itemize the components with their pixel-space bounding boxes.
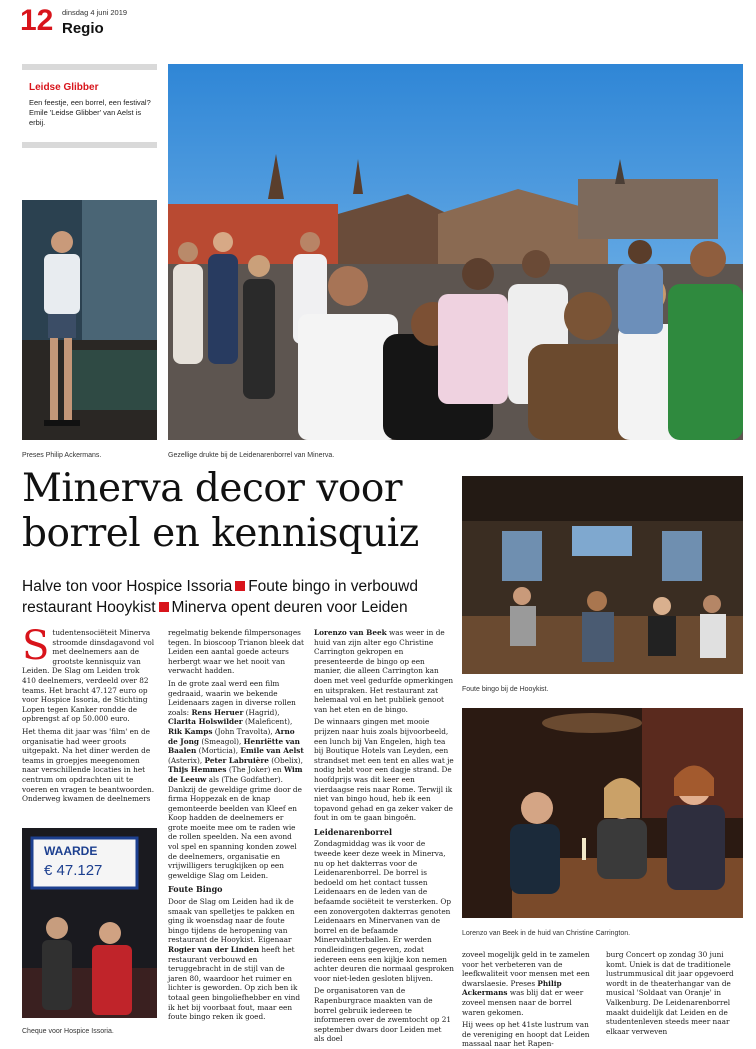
paragraph bbox=[168, 679, 305, 880]
person-name: Henriëtte van Baalen bbox=[168, 736, 300, 756]
article-column-2 bbox=[168, 628, 305, 1036]
role-text: (John Travolta), bbox=[212, 726, 275, 736]
paragraph: burg Concert op zondag 30 juni komt. Uniek is dat de traditionele lustrummusical dit jaar opgevoerd wordt in de theaterhangar van de musical 'Soldaat van Oranje' in Valkenburg. De Leidenarenborrel maakt duidelijk dat Leiden en de studentenleven steeds meer naar elkaar verweven bbox=[606, 950, 734, 1036]
paragraph-text: was weer in de huid van zijn alter ego Christine Carrington gekropen en presenteerde de bingo op een manier, die alleen Carrington kan doen met veel gedurfde opmerkingen en uitspraken. Het restaurant zat helemaal vol en het publiek genoot van het eten en de bingo. bbox=[314, 628, 454, 714]
photo-rooftop bbox=[168, 64, 743, 440]
person-name: Peter Labruière bbox=[204, 755, 269, 765]
photo-speaker bbox=[22, 200, 157, 440]
dropcap: S bbox=[22, 623, 50, 669]
cheque-amount: € 47.127 bbox=[44, 862, 103, 879]
cheque-label: WAARDE bbox=[44, 844, 98, 858]
photo-bingo bbox=[462, 476, 743, 674]
teaser-bottom-bar bbox=[22, 142, 157, 148]
person-name: Rens Heruer bbox=[191, 707, 244, 717]
role-text: (The Joker) en bbox=[226, 765, 284, 775]
role-text: (Smeagol), bbox=[199, 736, 244, 746]
subheading-leidenarenborrel: Leidenarenborrel bbox=[314, 826, 393, 837]
paragraph-text: heeft het restaurant verbouwd en teruggebracht in de stijl van de jaren 80, waardoor het ruimer en lichter is geworden. Op zich ben ik totaal geen bingoliefhebber en vind ik het bij voorbaat fout, maar een foute bingo reken ik goed. bbox=[168, 945, 301, 1022]
paragraph-text: tudentensociëteit Minerva stroomde dinsdagavond vol met deelnemers aan de grootste kennisquiz van Leiden. De Slag om Leiden trok 410 deelnemers, verdeeld over 82 teams. Het bracht 47.127 euro op voor Hospice Issoria, de Stichting Lopen tegen Kanker rondde de opbrengst af op 50.000 euro. bbox=[22, 628, 155, 724]
role-text: (Obelix), bbox=[268, 755, 303, 765]
role-text: (Hagrid), bbox=[243, 707, 280, 717]
subhead-part-1: Halve ton voor Hospice Issoria bbox=[22, 578, 233, 595]
paragraph-text: zoveel mogelijk geld in te zamelen voor het verbeteren van de leefkwaliteit voor mensen met een dwarslaesie. Preses bbox=[462, 950, 590, 988]
paragraph: regelmatig bekende filmpersonages tegen. In bioscoop Trianon bleek dat Leiden een aantal goede acteurs herbergt waar we het nooit van verwacht hadden. bbox=[168, 628, 304, 676]
square-bullet-icon bbox=[235, 581, 245, 591]
person-name: Rogier van der Linden bbox=[168, 945, 260, 954]
section-title: Regio bbox=[62, 20, 104, 37]
teaser-title: Leidse Glibber bbox=[29, 82, 99, 93]
person-name: Emile van Aelst bbox=[240, 746, 304, 756]
caption-lorenzo: Lorenzo van Beek in de huid van Christine Carrington. bbox=[462, 930, 631, 937]
paragraph: De organisatoren van de Rapenburgrace maakten van de borrel gebruik iedereen te informeren over de zwemtocht op 21 september dwars door Leiden met als doel bbox=[314, 986, 451, 1044]
paragraph bbox=[462, 950, 596, 1017]
person-name: Arno de Jong bbox=[168, 726, 295, 746]
teaser-text: Een feestje, een borrel, een festival? Emile 'Leidse Glibber' van Aelst is erbij. bbox=[29, 98, 151, 127]
caption-speaker: Preses Philip Ackermans. bbox=[22, 452, 102, 459]
paragraph: De winnaars gingen met mooie prijzen naar huis zoals bijvoorbeeld, een lunch bij Van Engelen, high tea bij Boutique Hotels van Leyden, een strandset met een tent en alles wat je nodig hebt voor een dagje strand. De hoofdprijs was dit keer een vierdaagse reis naar Rome. Terwijl ik niet van bingo houd, heb ik een topavond gehad en ga zeker vaker de fout in om te gaan bingoën. bbox=[314, 717, 454, 823]
square-bullet-icon bbox=[159, 602, 169, 612]
caption-cheque: Cheque voor Hospice Issoria. bbox=[22, 1028, 114, 1035]
article-column-5 bbox=[606, 950, 743, 1040]
role-text: (Asterix), bbox=[168, 755, 205, 765]
teaser-top-bar bbox=[22, 64, 157, 70]
role-text: (Morticia), bbox=[196, 746, 241, 756]
paragraph: Zondagmiddag was ik voor de tweede keer deze week in Minerva, nu op het dakterras voor de Leidenarenborrel. De borrel is bedoeld om het contact tussen Leidenaars en de leden van de befaamde sociëteit te versterken. Op een zonovergoten dakterras genoten Leidenaars en Minervanen van de borrel en de befaamde Minervabitterballen. Er werden rondleidingen gegeven, zodat iedereen eens een kijkje kon nemen achter deuren die normaal gesproken voor niet-leden gesloten blijven. bbox=[314, 839, 454, 983]
paragraph bbox=[22, 623, 155, 724]
paragraph bbox=[168, 897, 305, 1022]
article-column-3 bbox=[314, 628, 454, 1044]
person-name: Wim de Leeuw bbox=[168, 765, 303, 784]
paragraph-text: was blij dat er weer zoveel mensen naar de borrel waren gekomen. bbox=[462, 988, 584, 1017]
caption-bingo: Foute bingo bij de Hooykist. bbox=[462, 686, 549, 693]
teaser-box bbox=[22, 64, 157, 148]
article-subheadline bbox=[22, 576, 462, 618]
paragraph: Het thema dit jaar was 'film' en de organisatie had weer groots uitgepakt. Na het diner werden de teams in groepjes meegenomen naar verschillende locaties in het centrum om opdrachten uit te voeren en vragen te beantwoorden. Onderweg kwamen de deelnemers bbox=[22, 726, 155, 804]
issue-date: dinsdag 4 juni 2019 bbox=[62, 8, 128, 17]
person-name: Rik Kamps bbox=[168, 726, 213, 736]
subhead-part-3: Minerva opent deuren voor Leiden bbox=[171, 599, 408, 616]
page-number: 12 bbox=[20, 4, 54, 37]
person-name: Philip Ackermans bbox=[462, 978, 562, 998]
subheading-bingo: Foute Bingo bbox=[168, 884, 223, 895]
paragraph bbox=[314, 628, 454, 714]
person-name: Lorenzo van Beek bbox=[314, 628, 387, 637]
paragraph-text: Door de Slag om Leiden had ik de smaak van spelletjes te pakken en ging ik woensdag naar de foute bingo tijdens de heropening van restaurant de Hooykist. Eigenaar bbox=[168, 897, 295, 945]
article-column-4 bbox=[462, 950, 596, 1049]
role-text: (Maleficent), bbox=[242, 717, 293, 727]
role-text: als (The Godfather). Dankzij de geweldige grime door de firma Hoppezak en de knap gemonteerde beelden van Kleef en Koop hadden de deelnemers er grote moeite mee om te raden wie de rollen speelden. Na een avond vol spel en spanning konden zowel de deelnemers, organisatie en vrijwilligers terugkijken op een geweldige Slag om Leiden. bbox=[168, 774, 302, 880]
article-headline: Minerva decor voor borrel en kennisquiz bbox=[22, 466, 419, 556]
paragraph: Hij wees op het 41ste lustrum van de vereniging en hoopt dat Leiden massaal naar het Rapen- bbox=[462, 1020, 590, 1049]
person-name: Thijs Hemmes bbox=[168, 765, 227, 775]
subhead-part-2: Foute bingo in verbouwd restaurant Hooykist bbox=[22, 578, 418, 616]
paragraph-text: In de grote zaal werd een film gedraaid, waarin we bekende Leidenaars zagen in diverse rollen zoals: bbox=[168, 678, 296, 717]
caption-rooftop: Gezellige drukte bij de Leidenarenborrel van Minerva. bbox=[168, 452, 335, 459]
person-name: Clarita Holswilder bbox=[168, 717, 243, 727]
photo-lorenzo bbox=[462, 708, 743, 918]
article-column-1 bbox=[22, 623, 155, 820]
